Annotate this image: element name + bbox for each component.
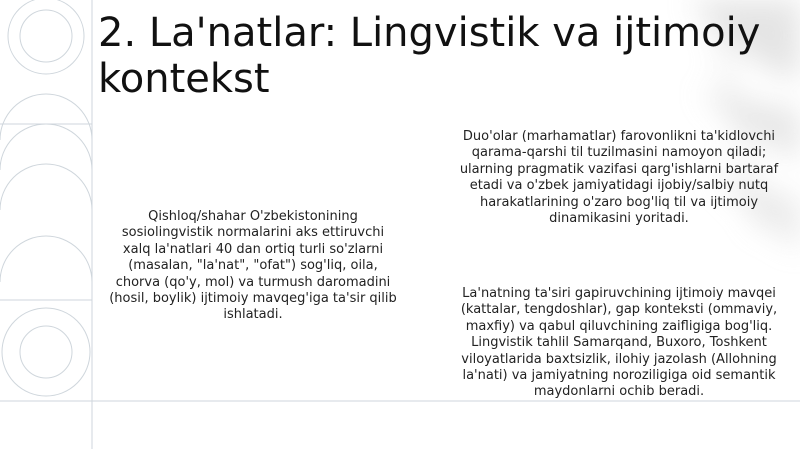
- left-paragraph: Qishloq/shahar O'zbekistonining sosiolingvistik normalarini aks ettiruvchi xalq la'natlari 40 dan ortiq turli so'zlarni (masalan, "la'nat", "ofat") sog'liq, oila, chorva (qo'y, mol) va turmush daromadini (hosil, boylik) ijtimoiy mavqeg'iga ta'sir qilib ishlatadi.: [109, 209, 397, 323]
- right-paragraph-bottom: La'natning ta'siri gapiruvchining ijtimoiy mavqei (kattalar, tengdoshlar), gap konteksti (ommaviy, maxfiy) va qabul qiluvchining zaifligiga bog'liq. Lingvistik tahlil Samarqand, Buxoro, Toshkent viloyatlarida baxtsizlik, ilohiy jazolash (Allohning la'nati) va jamiyatning noroziligiga oid semantik maydonlarni ochib beradi.: [460, 286, 778, 400]
- slide-title: 2. La'natlar: Lingvistik va ijtimoiy kontekst: [98, 10, 761, 102]
- right-paragraph-top: Duo'olar (marhamatlar) farovonlikni ta'kidlovchi qarama-qarshi til tuzilmasini namoyon qiladi; ularning pragmatik vazifasi qarg'ishlarni bartaraf etadi va o'zbek jamiyatidagi ijobiy/salbiy nutq harakatlarining o'zaro bog'liq til va ijtimoiy dinamikasini yoritadi.: [459, 129, 779, 227]
